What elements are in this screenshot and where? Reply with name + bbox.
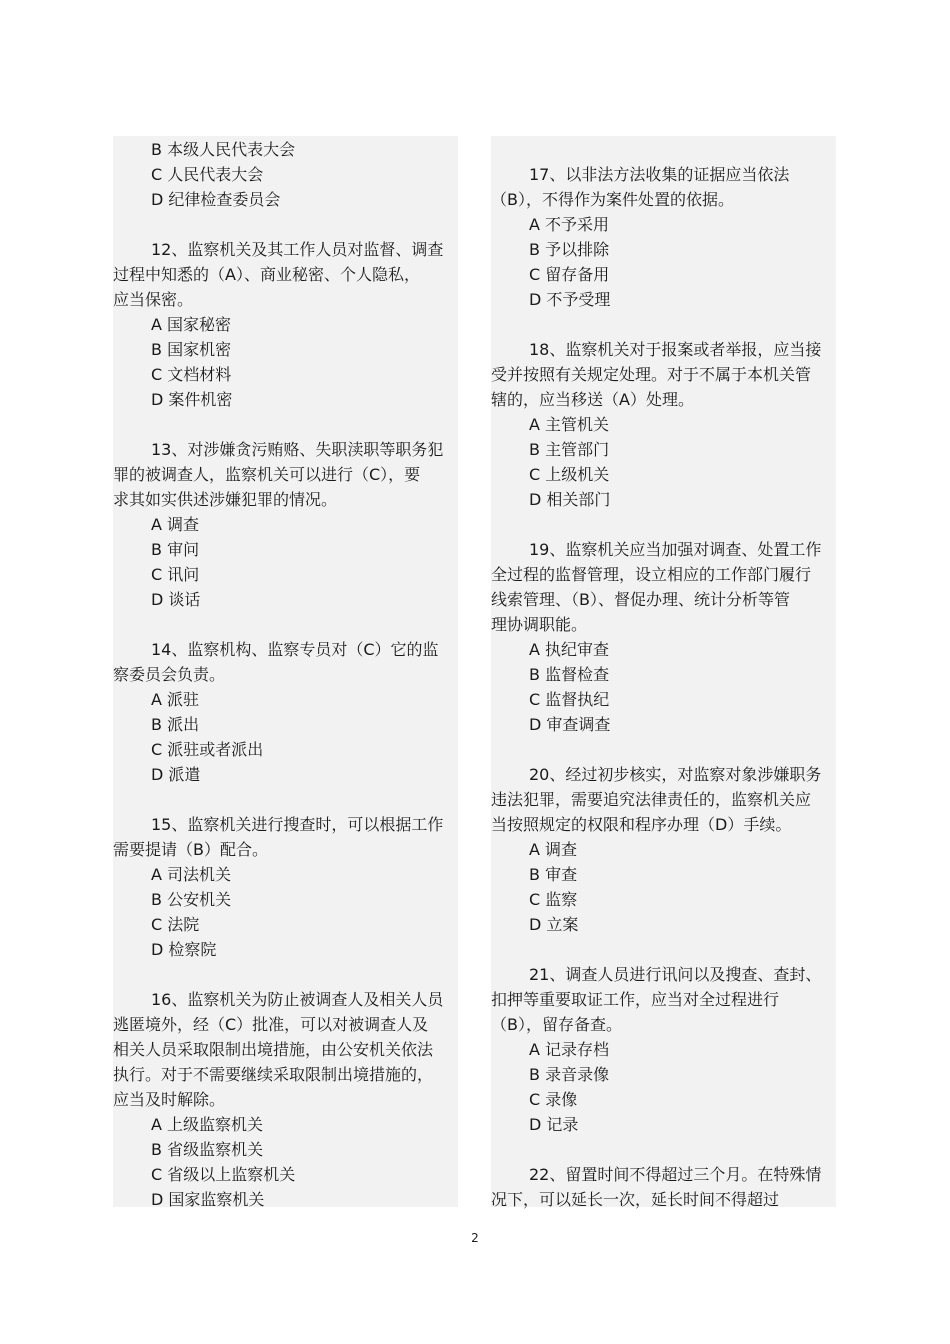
answer-option: C 人民代表大会 [151, 165, 264, 184]
answer-option: A 国家秘密 [151, 315, 232, 334]
question-text-continued: 全过程的监督管理，设立相应的工作部门履行 [491, 565, 812, 584]
question-text-continued: 况下，可以延长一次，延长时间不得超过 [491, 1190, 780, 1209]
question-text-continued: 察委员会负责。 [113, 665, 226, 684]
question-text-continued: 理协调职能。 [491, 615, 588, 634]
answer-option: B 录音录像 [529, 1065, 610, 1084]
question-text: 15、监察机关进行搜查时，可以根据工作 [151, 815, 444, 834]
question-text: 16、监察机关为防止被调查人及相关人员 [151, 990, 444, 1009]
question-text: 18、监察机关对于报案或者举报，应当接 [529, 340, 822, 359]
question-text: 13、对涉嫌贪污贿赂、失职渎职等职务犯 [151, 440, 444, 459]
right-column [491, 136, 836, 1207]
answer-option: C 上级机关 [529, 465, 610, 484]
answer-option: D 案件机密 [151, 390, 233, 409]
answer-option: B 国家机密 [151, 340, 232, 359]
question-text-continued: 逃匿境外，经（C）批准，可以对被调查人及 [113, 1015, 429, 1034]
answer-option: B 公安机关 [151, 890, 232, 909]
answer-option: C 讯问 [151, 565, 200, 584]
question-text-continued: 罪的被调查人，监察机关可以进行（C），要 [113, 465, 421, 484]
answer-option: A 记录存档 [529, 1040, 610, 1059]
answer-option: D 检察院 [151, 940, 217, 959]
answer-option: D 记录 [529, 1115, 579, 1134]
answer-option: D 审查调查 [529, 715, 611, 734]
answer-option: B 予以排除 [529, 240, 610, 259]
answer-option: D 不予受理 [529, 290, 611, 309]
question-text-continued: 扣押等重要取证工作，应当对全过程进行 [491, 990, 780, 1009]
question-text: 22、留置时间不得超过三个月。在特殊情 [529, 1165, 822, 1184]
answer-option: C 监督执纪 [529, 690, 610, 709]
answer-option: B 主管部门 [529, 440, 610, 459]
question-text: 21、调查人员进行讯问以及搜查、查封、 [529, 965, 822, 984]
answer-option: A 主管机关 [529, 415, 610, 434]
question-text-continued: 应当及时解除。 [113, 1090, 226, 1109]
answer-option: C 省级以上监察机关 [151, 1165, 296, 1184]
question-text: 12、监察机关及其工作人员对监督、调查 [151, 240, 444, 259]
answer-option: C 留存备用 [529, 265, 610, 284]
question-text-continued: 当按照规定的权限和程序办理（D）手续。 [491, 815, 792, 834]
answer-option: A 调查 [151, 515, 200, 534]
answer-option: D 派遣 [151, 765, 201, 784]
answer-option: A 上级监察机关 [151, 1115, 264, 1134]
answer-option: C 文档材料 [151, 365, 232, 384]
question-text: 17、以非法方法收集的证据应当依法 [529, 165, 790, 184]
answer-option: A 不予采用 [529, 215, 610, 234]
question-text-continued: 执行。对于不需要继续采取限制出境措施的， [113, 1065, 434, 1084]
answer-option: B 派出 [151, 715, 200, 734]
answer-option: A 司法机关 [151, 865, 232, 884]
answer-option: D 纪律检查委员会 [151, 190, 281, 209]
answer-option: B 省级监察机关 [151, 1140, 264, 1159]
answer-option: B 本级人民代表大会 [151, 140, 296, 159]
question-text-continued: 应当保密。 [113, 290, 194, 309]
answer-option: D 国家监察机关 [151, 1190, 265, 1209]
answer-option: A 派驻 [151, 690, 200, 709]
question-text: 14、监察机构、监察专员对（C）它的监 [151, 640, 439, 659]
answer-option: C 录像 [529, 1090, 578, 1109]
question-text-continued: 求其如实供述涉嫌犯罪的情况。 [113, 490, 338, 509]
answer-option: B 审问 [151, 540, 200, 559]
question-text-continued: 受并按照有关规定处理。对于不属于本机关管 [491, 365, 812, 384]
question-text-continued: 辖的，应当移送（A）处理。 [491, 390, 694, 409]
question-text-continued: 违法犯罪，需要追究法律责任的，监察机关应 [491, 790, 812, 809]
answer-option: B 审查 [529, 865, 578, 884]
answer-option: D 谈话 [151, 590, 201, 609]
question-text-continued: 需要提请（B）配合。 [113, 840, 268, 859]
answer-option: D 相关部门 [529, 490, 611, 509]
left-column [113, 136, 458, 1207]
question-text-continued: （B），留存备查。 [491, 1015, 622, 1034]
answer-option: D 立案 [529, 915, 579, 934]
question-text-continued: 过程中知悉的（A）、商业秘密、个人隐私， [113, 265, 420, 284]
question-text-continued: 线索管理、（B）、督促办理、统计分析等管 [491, 590, 790, 609]
page-number: 2 [471, 1231, 479, 1245]
question-text: 20、经过初步核实，对监察对象涉嫌职务 [529, 765, 822, 784]
answer-option: C 法院 [151, 915, 200, 934]
answer-option: A 调查 [529, 840, 578, 859]
answer-option: C 派驻或者派出 [151, 740, 264, 759]
answer-option: A 执纪审查 [529, 640, 610, 659]
question-text-continued: 相关人员采取限制出境措施，由公安机关依法 [113, 1040, 434, 1059]
question-text-continued: （B），不得作为案件处置的依据。 [491, 190, 734, 209]
question-text: 19、监察机关应当加强对调查、处置工作 [529, 540, 822, 559]
answer-option: B 监督检查 [529, 665, 610, 684]
answer-option: C 监察 [529, 890, 578, 909]
